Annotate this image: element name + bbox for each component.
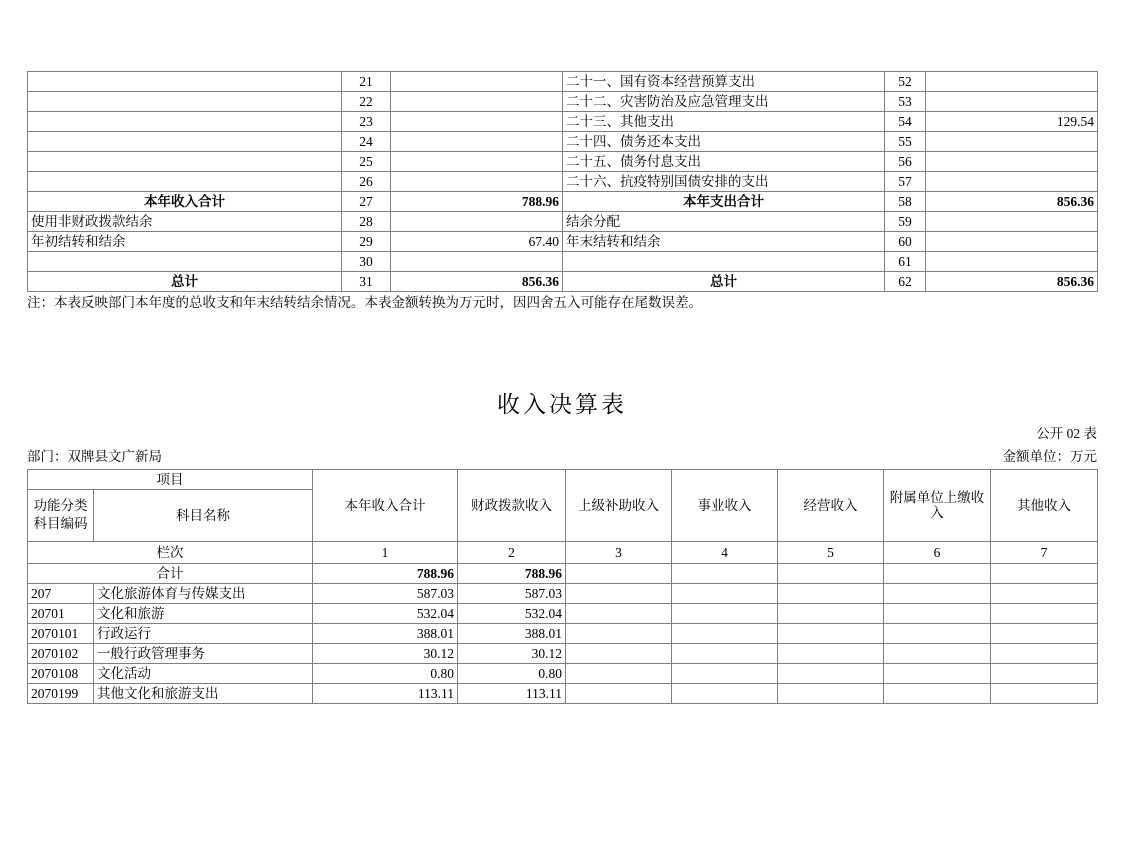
amount-cell: 856.36 xyxy=(391,272,563,292)
department-label: 部门：双牌县文广新局 xyxy=(27,448,162,464)
column-header-cell: 财政拨款收入 xyxy=(458,469,566,541)
amount-cell xyxy=(778,563,884,583)
amount-cell xyxy=(884,643,991,663)
income-header-row-1 xyxy=(28,469,1098,489)
amount-cell xyxy=(672,623,778,643)
income-data-row xyxy=(28,623,1098,643)
column-index-cell: 3 xyxy=(566,541,672,563)
row-number-cell: 57 xyxy=(885,172,926,192)
amount-cell xyxy=(991,563,1098,583)
column-index-row xyxy=(28,541,1098,563)
amount-cell: 788.96 xyxy=(313,563,458,583)
form-code: 公开 02 表 xyxy=(1036,425,1097,441)
function-code-cell: 207 xyxy=(28,583,94,603)
column-header-cell: 附属单位上缴收入 xyxy=(884,469,991,541)
amount-cell xyxy=(391,132,563,152)
expense-item-cell: 二十二、灾害防治及应急管理支出 xyxy=(563,92,885,112)
amount-cell: 788.96 xyxy=(458,563,566,583)
amount-cell: 113.11 xyxy=(458,683,566,703)
amount-cell xyxy=(391,212,563,232)
expense-total-label: 本年支出合计 xyxy=(563,192,885,212)
expense-item-cell: 二十一、国有资本经营预算支出 xyxy=(563,72,885,92)
amount-cell xyxy=(884,603,991,623)
unit-label: 金额单位：万元 xyxy=(1002,448,1097,464)
grand-total-label: 总计 xyxy=(563,272,885,292)
column-index-cell: 1 xyxy=(313,541,458,563)
subject-name-cell: 其他文化和旅游支出 xyxy=(94,683,313,703)
amount-cell xyxy=(566,603,672,623)
amount-cell: 587.03 xyxy=(458,583,566,603)
amount-cell xyxy=(884,623,991,643)
row-number-cell: 25 xyxy=(342,152,391,172)
amount-cell xyxy=(672,563,778,583)
amount-cell xyxy=(778,603,884,623)
summary-table xyxy=(27,71,1098,292)
row-number-cell: 27 xyxy=(342,192,391,212)
column-index-cell: 6 xyxy=(884,541,991,563)
amount-cell xyxy=(778,583,884,603)
amount-cell xyxy=(926,252,1098,272)
amount-cell xyxy=(991,683,1098,703)
function-code-cell: 2070101 xyxy=(28,623,94,643)
amount-cell xyxy=(884,583,991,603)
amount-cell xyxy=(391,72,563,92)
row-number-cell: 23 xyxy=(342,112,391,132)
function-code-cell: 20701 xyxy=(28,603,94,623)
income-item-cell xyxy=(28,112,342,132)
row-number-cell: 58 xyxy=(885,192,926,212)
income-item-cell xyxy=(28,72,342,92)
amount-cell xyxy=(778,643,884,663)
amount-cell xyxy=(778,623,884,643)
column-header-cell: 经营收入 xyxy=(778,469,884,541)
income-data-row xyxy=(28,643,1098,663)
project-header-cell: 项目 xyxy=(28,469,313,489)
amount-cell xyxy=(884,663,991,683)
amount-cell xyxy=(672,683,778,703)
summary-row xyxy=(28,172,1098,192)
column-index-cell: 2 xyxy=(458,541,566,563)
amount-cell xyxy=(672,583,778,603)
amount-cell: 388.01 xyxy=(313,623,458,643)
income-item-cell: 年初结转和结余 xyxy=(28,232,342,252)
row-number-cell: 61 xyxy=(885,252,926,272)
amount-cell xyxy=(391,252,563,272)
amount-cell: 856.36 xyxy=(926,192,1098,212)
amount-cell xyxy=(884,563,991,583)
column-header-cell: 本年收入合计 xyxy=(313,469,458,541)
amount-cell xyxy=(991,643,1098,663)
row-number-cell: 22 xyxy=(342,92,391,112)
row-number-cell: 56 xyxy=(885,152,926,172)
income-data-row xyxy=(28,683,1098,703)
expense-item-cell: 结余分配 xyxy=(563,212,885,232)
amount-cell xyxy=(566,563,672,583)
amount-cell xyxy=(926,212,1098,232)
lanci-label-cell: 栏次 xyxy=(28,541,313,563)
subject-name-cell: 文化和旅游 xyxy=(94,603,313,623)
summary-row xyxy=(28,152,1098,172)
amount-cell: 532.04 xyxy=(313,603,458,623)
summary-row xyxy=(28,212,1098,232)
amount-cell: 0.80 xyxy=(458,663,566,683)
amount-cell xyxy=(391,112,563,132)
function-code-cell: 2070102 xyxy=(28,643,94,663)
amount-cell xyxy=(991,663,1098,683)
summary-row xyxy=(28,112,1098,132)
summary-grand-total-row xyxy=(28,272,1098,292)
amount-cell xyxy=(566,583,672,603)
expense-item-cell: 年末结转和结余 xyxy=(563,232,885,252)
summary-row xyxy=(28,72,1098,92)
subject-name-cell: 行政运行 xyxy=(94,623,313,643)
amount-cell xyxy=(566,663,672,683)
table-meta-row xyxy=(27,445,1097,465)
row-number-cell: 28 xyxy=(342,212,391,232)
amount-cell xyxy=(991,603,1098,623)
amount-cell xyxy=(926,172,1098,192)
amount-cell xyxy=(884,683,991,703)
function-code-cell: 2070108 xyxy=(28,663,94,683)
amount-cell xyxy=(566,623,672,643)
row-number-cell: 52 xyxy=(885,72,926,92)
column-header-cell: 其他收入 xyxy=(991,469,1098,541)
expense-item-cell: 二十三、其他支出 xyxy=(563,112,885,132)
amount-cell xyxy=(926,72,1098,92)
row-number-cell: 26 xyxy=(342,172,391,192)
income-total-row xyxy=(28,563,1098,583)
row-number-cell: 24 xyxy=(342,132,391,152)
amount-cell xyxy=(926,132,1098,152)
income-data-row xyxy=(28,603,1098,623)
grand-total-label: 总计 xyxy=(28,272,342,292)
amount-cell xyxy=(391,152,563,172)
income-item-cell xyxy=(28,92,342,112)
row-number-cell: 54 xyxy=(885,112,926,132)
amount-cell xyxy=(566,643,672,663)
amount-cell: 113.11 xyxy=(313,683,458,703)
subject-name-cell: 一般行政管理事务 xyxy=(94,643,313,663)
function-code-cell: 2070199 xyxy=(28,683,94,703)
amount-cell xyxy=(391,92,563,112)
amount-cell: 129.54 xyxy=(926,112,1098,132)
document-content xyxy=(27,71,1097,704)
amount-cell xyxy=(991,583,1098,603)
table-footnote: 注：本表反映部门本年度的总收支和年末结转结余情况。本表金额转换为万元时，因四舍五入可能存在尾数误差。 xyxy=(27,295,702,310)
subject-name-cell: 文化旅游体育与传媒支出 xyxy=(94,583,313,603)
column-header-cell: 上级补助收入 xyxy=(566,469,672,541)
amount-cell: 0.80 xyxy=(313,663,458,683)
total-label-cell: 合计 xyxy=(28,563,313,583)
amount-cell xyxy=(391,172,563,192)
amount-cell xyxy=(778,663,884,683)
summary-row xyxy=(28,92,1098,112)
row-number-cell: 30 xyxy=(342,252,391,272)
income-item-cell xyxy=(28,252,342,272)
amount-cell xyxy=(926,152,1098,172)
summary-row xyxy=(28,132,1098,152)
income-item-cell xyxy=(28,152,342,172)
row-number-cell: 62 xyxy=(885,272,926,292)
column-index-cell: 5 xyxy=(778,541,884,563)
amount-cell xyxy=(926,92,1098,112)
amount-cell xyxy=(566,683,672,703)
income-item-cell xyxy=(28,132,342,152)
amount-cell xyxy=(672,663,778,683)
row-number-cell: 55 xyxy=(885,132,926,152)
page xyxy=(0,71,1122,864)
summary-row xyxy=(28,232,1098,252)
income-item-cell xyxy=(28,172,342,192)
amount-cell: 788.96 xyxy=(391,192,563,212)
amount-cell: 30.12 xyxy=(458,643,566,663)
expense-item-cell: 二十四、债务还本支出 xyxy=(563,132,885,152)
function-code-header-cell: 功能分类 科目编码 xyxy=(28,489,94,541)
expense-item-cell: 二十五、债务付息支出 xyxy=(563,152,885,172)
income-total-label: 本年收入合计 xyxy=(28,192,342,212)
row-number-cell: 60 xyxy=(885,232,926,252)
page-title: 收入决算表 xyxy=(497,391,627,417)
income-item-cell: 使用非财政拨款结余 xyxy=(28,212,342,232)
amount-cell: 67.40 xyxy=(391,232,563,252)
row-number-cell: 59 xyxy=(885,212,926,232)
row-number-cell: 53 xyxy=(885,92,926,112)
expense-item-cell: 二十六、抗疫特别国债安排的支出 xyxy=(563,172,885,192)
amount-cell xyxy=(672,603,778,623)
summary-total-row xyxy=(28,192,1098,212)
row-number-cell: 21 xyxy=(342,72,391,92)
amount-cell: 856.36 xyxy=(926,272,1098,292)
amount-cell: 388.01 xyxy=(458,623,566,643)
column-index-cell: 4 xyxy=(672,541,778,563)
subject-name-header-cell: 科目名称 xyxy=(94,489,313,541)
amount-cell: 532.04 xyxy=(458,603,566,623)
income-data-row xyxy=(28,663,1098,683)
amount-cell xyxy=(926,232,1098,252)
amount-cell xyxy=(672,643,778,663)
column-header-cell: 事业收入 xyxy=(672,469,778,541)
amount-cell: 587.03 xyxy=(313,583,458,603)
amount-cell xyxy=(778,683,884,703)
income-data-row xyxy=(28,583,1098,603)
column-index-cell: 7 xyxy=(991,541,1098,563)
summary-row xyxy=(28,252,1098,272)
row-number-cell: 29 xyxy=(342,232,391,252)
amount-cell xyxy=(991,623,1098,643)
amount-cell: 30.12 xyxy=(313,643,458,663)
subject-name-cell: 文化活动 xyxy=(94,663,313,683)
row-number-cell: 31 xyxy=(342,272,391,292)
income-table xyxy=(27,469,1098,704)
expense-item-cell xyxy=(563,252,885,272)
